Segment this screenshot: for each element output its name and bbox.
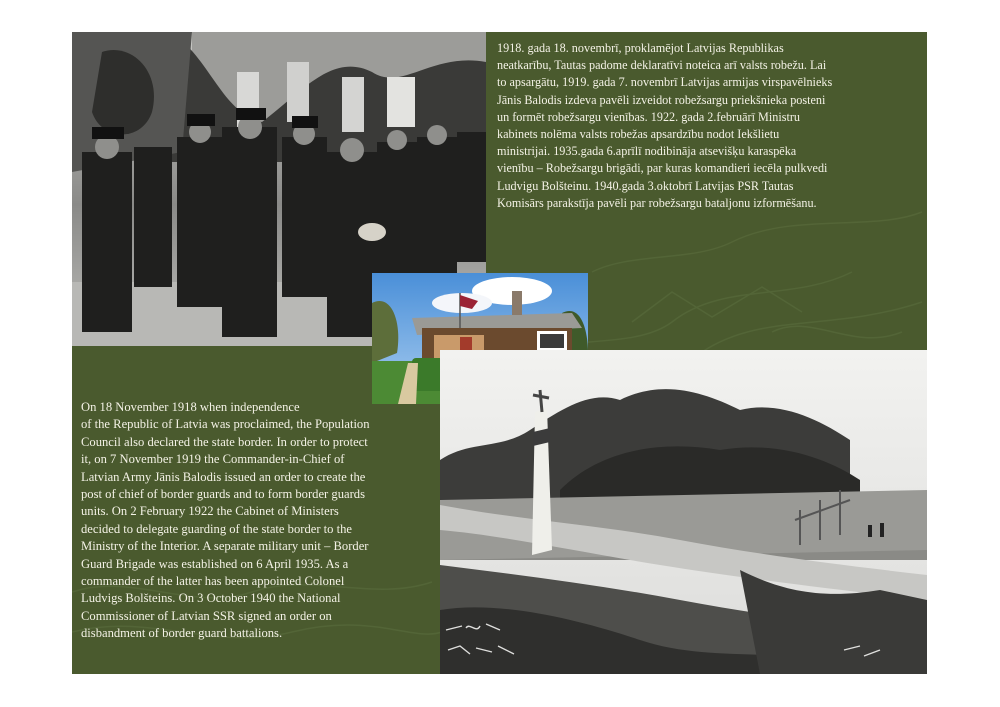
english-text-line: Commissioner of Latvian SSR signed an order on [81,608,332,623]
english-text-line: decided to delegate guarding of the state border to the [81,521,353,536]
latvian-text-line: to apsargātu, 1919. gada 7. novembrī Latvijas armijas virspavēlnieks [497,75,833,90]
english-text-line: commander of the latter has been appointed Colonel [81,574,345,589]
latvian-text-line: vienību – Robežsargu brigādi, par kuras komandieri iecēla pulkvedi [497,161,828,176]
english-text-line: Council also declared the state border. In order to protect [81,434,368,449]
latvian-text-line: Ludvigu Bolšteinu. 1940.gada 3.oktobrī Latvijas PSR Tautas [497,178,794,193]
latvian-text-line: neatkarību, Tautas padome deklaratīvi noteica arī valsts robežu. Lai [497,58,827,73]
english-text-line: disbandment of border guard battalions. [81,626,283,641]
english-text-line: On 18 November 1918 when independence [81,400,300,414]
english-text-line: Latvian Army Jānis Balodis issued an order to create the [81,469,366,484]
latvian-text-line: ministrijai. 1935.gada 6.aprīlī nodibināja atsevišķu karaspēka [497,144,797,159]
english-text-line: Guard Brigade was established on 6 April 1935. As a [81,556,349,571]
historical-photo-border-post-river [440,350,927,674]
english-description-text [81,399,413,643]
latvian-text-line: Komisārs parakstīja pavēli par robežsargu bataljonu izformēšanu. [497,195,817,210]
latvian-description-text [497,40,897,212]
english-text-line: Ludvigs Bolšteins. On 3 October 1940 the National [81,591,341,606]
latvian-text-line: un formēt robežsargu vienības. 1922. gada 2.februārī Ministru [497,109,801,124]
english-text-line: Ministry of the Interior. A separate military unit – Border [81,539,369,554]
english-text-line: of the Republic of Latvia was proclaimed, the Population [81,417,370,432]
latvian-text-line: 1918. gada 18. novembrī, proklamējot Latvijas Republikas [497,41,784,55]
english-text-line: units. On 2 February 1922 the Cabinet of Ministers [81,504,339,519]
latvian-text-line: kabinets nolēma valsts robežas apsardzību nodot Iekšlietu [497,127,780,142]
english-text-line: it, on 7 November 1919 the Commander-in-Chief of [81,452,345,467]
english-text-line: post of chief of border guards and to form border guards [81,487,365,502]
latvian-text-line: Jānis Balodis izdeva pavēli izveidot robežsargu priekšnieka posteni [497,92,826,107]
